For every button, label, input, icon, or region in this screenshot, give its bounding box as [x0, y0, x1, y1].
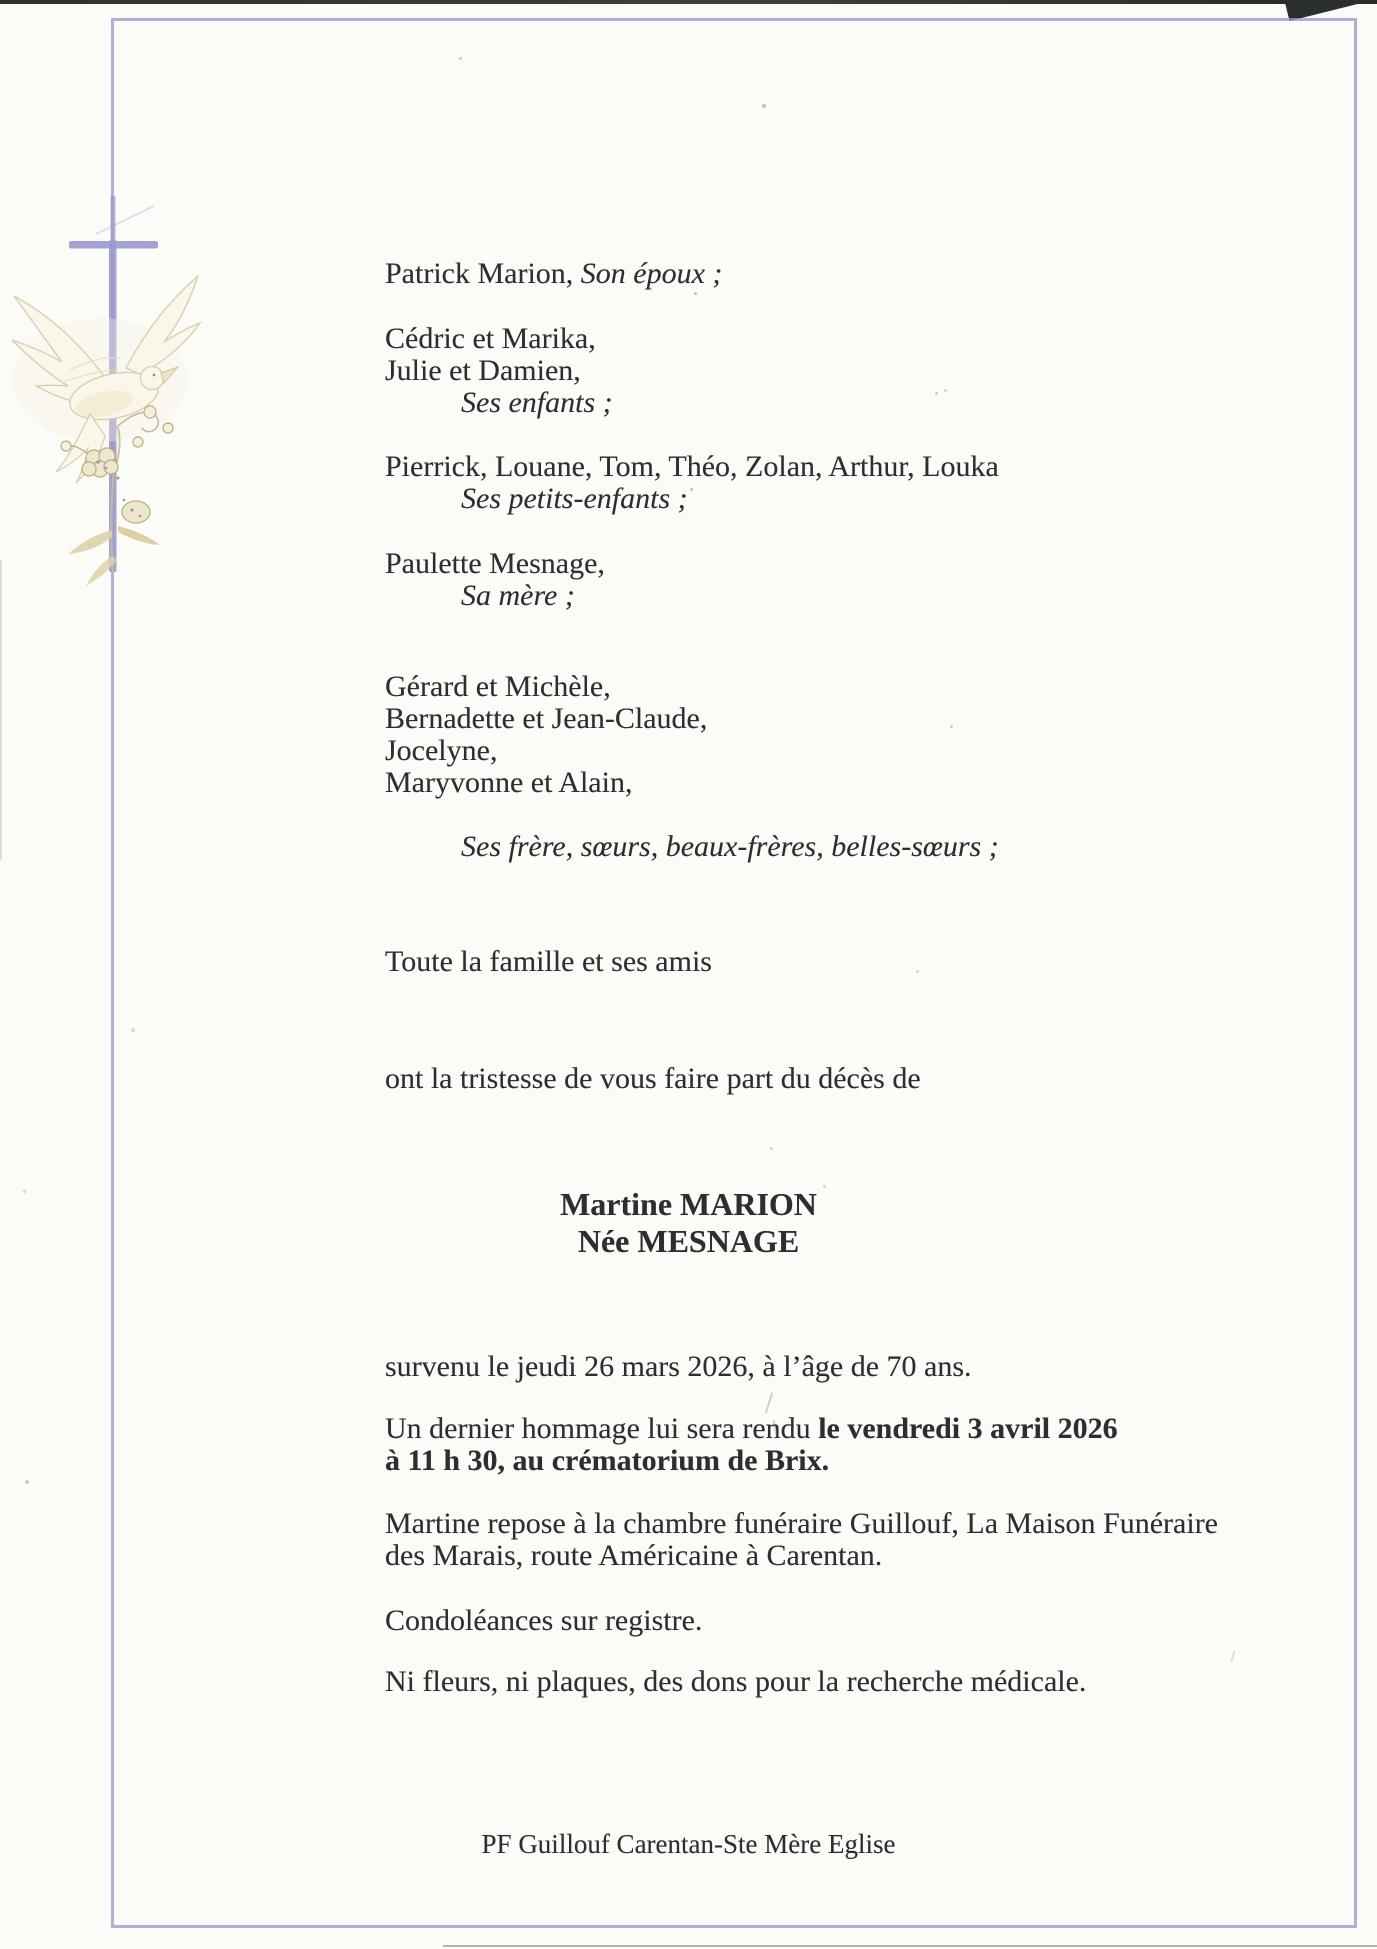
- repose-line: Martine repose à la chambre funéraire Guillouf, La Maison Funéraire: [385, 1507, 1218, 1540]
- children-role: Ses enfants ;: [461, 386, 613, 419]
- ceremony-line-2: à 11 h 30, au crématorium de Brix.: [385, 1444, 830, 1477]
- scan-speckle: [916, 970, 919, 973]
- siblings-names-line: Jocelyne,: [385, 734, 498, 767]
- donations-line: Ni fleurs, ni plaques, des dons pour la recherche médicale.: [385, 1665, 1087, 1698]
- scan-speckle: [694, 292, 697, 295]
- grandchildren-block: [385, 451, 999, 515]
- scan-bottom-edge-artifact: [443, 1945, 1377, 1947]
- scan-speckle: [935, 392, 938, 395]
- siblings-block: [385, 671, 707, 799]
- scan-speckle: [459, 57, 462, 60]
- scan-speckle: [823, 1185, 826, 1188]
- children-names-line: Cédric et Marika,: [385, 322, 596, 355]
- scan-scratch: [765, 1392, 774, 1414]
- death-line: survenu le jeudi 26 mars 2026, à l’âge de 70 ans.: [385, 1350, 972, 1383]
- scan-speckle: [950, 725, 953, 728]
- ceremony-block: [385, 1413, 1118, 1477]
- spouse-role: Son époux ;: [580, 257, 723, 290]
- scan-speckle: [770, 1147, 773, 1150]
- scan-scratch: [1230, 1650, 1235, 1662]
- siblings-names-line: Gérard et Michèle,: [385, 670, 611, 703]
- condolences-line: Condoléances sur registre.: [385, 1604, 703, 1637]
- ceremony-line-1: [385, 1413, 1118, 1445]
- children-block: [385, 323, 613, 419]
- grandchildren-names: Pierrick, Louane, Tom, Théo, Zolan, Arthur, Louka: [385, 450, 999, 483]
- ceremony-date: le vendredi 3 avril 2026: [818, 1412, 1118, 1445]
- siblings-names-line: Maryvonne et Alain,: [385, 766, 633, 799]
- memorial-illustration: [0, 170, 230, 590]
- mother-name: Paulette Mesnage,: [385, 547, 605, 580]
- pencil-streak: [96, 206, 154, 234]
- funeral-home-footer: PF Guillouf Carentan-Ste Mère Eglise: [481, 1829, 896, 1859]
- deceased-name-block: [0, 1186, 1377, 1260]
- siblings-names-line: Bernadette et Jean-Claude,: [385, 702, 708, 735]
- siblings-role: Ses frère, sœurs, beaux-frères, belles-sœurs ;: [461, 830, 999, 863]
- scan-left-edge-artifact: [0, 560, 2, 860]
- scan-speckle: [23, 1190, 26, 1193]
- announcement-line: ont la tristesse de vous faire part du décès de: [385, 1062, 921, 1095]
- mother-block: [385, 548, 605, 612]
- scan-speckle: [690, 488, 693, 491]
- repose-block: [385, 1508, 1218, 1572]
- spouse-line: [385, 258, 722, 290]
- deceased-name: Martine MARION: [560, 1186, 817, 1222]
- children-names-line: Julie et Damien,: [385, 354, 581, 387]
- repose-line: des Marais, route Américaine à Carentan.: [385, 1539, 883, 1572]
- spouse-names: Patrick Marion,: [385, 257, 581, 290]
- scan-speckle: [131, 1028, 135, 1032]
- decorative-frame-border: [111, 18, 1357, 1928]
- scan-speckle: [944, 389, 947, 392]
- deceased-maiden-name: Née MESNAGE: [577, 1223, 800, 1259]
- scan-top-edge-artifact: [0, 0, 1377, 4]
- grandchildren-role: Ses petits-enfants ;: [461, 482, 688, 515]
- scan-speckle: [762, 104, 766, 108]
- ceremony-intro: Un dernier hommage lui sera rendu: [385, 1412, 819, 1445]
- mother-role: Sa mère ;: [461, 579, 575, 612]
- family-line: Toute la famille et ses amis: [385, 945, 712, 978]
- scan-speckle: [25, 1480, 29, 1484]
